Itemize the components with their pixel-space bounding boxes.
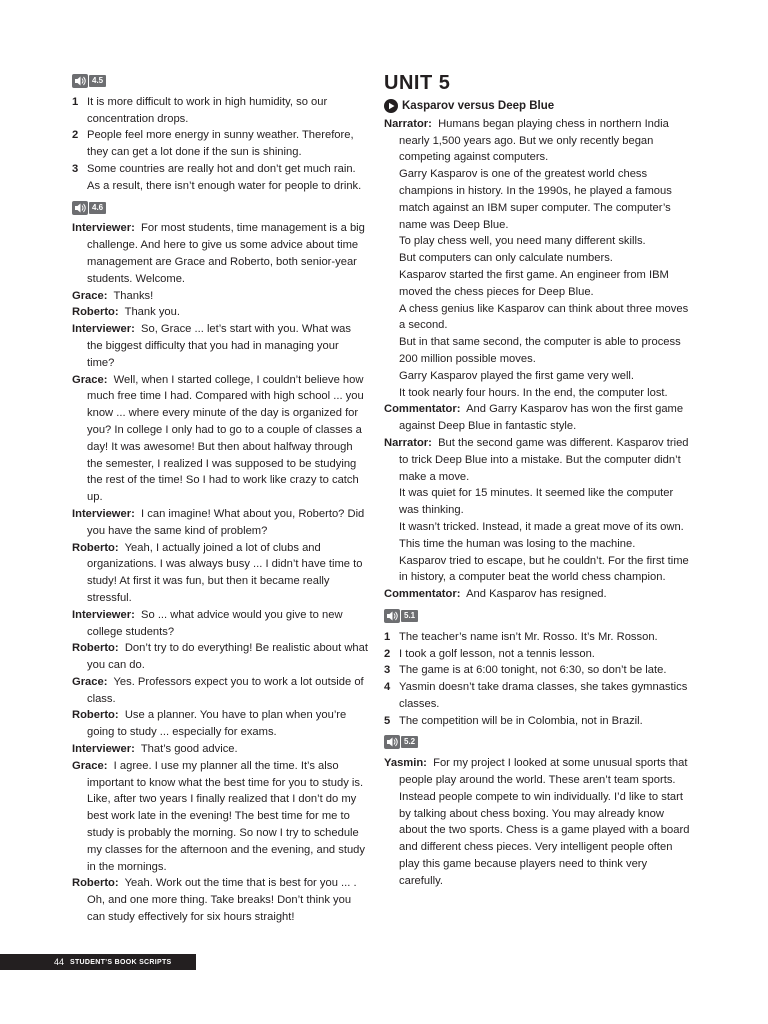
video-title: Kasparov versus Deep Blue <box>402 100 555 112</box>
item-number: 2 <box>72 129 79 142</box>
dialogue-turn <box>72 372 368 506</box>
item-number: 1 <box>384 630 391 643</box>
speech-text: For most students, time management is a big challenge. And here to give us some advice about time management are Grace and Roberto, both senior-year students. Welcome. <box>87 222 365 285</box>
speaker-label: Commentator: <box>384 588 461 601</box>
speaker-icon <box>72 74 88 88</box>
narration-line: It was quiet for 15 minutes. It seemed like the computer was thinking. <box>399 487 674 517</box>
dialogue-turn <box>384 401 690 435</box>
speaker-label: Interviewer: <box>72 323 135 336</box>
list-item <box>384 646 690 663</box>
dialogue-turn <box>72 506 368 540</box>
speech-text: And Kasparov has resigned. <box>466 588 607 601</box>
speaker-label: Roberto: <box>72 306 119 319</box>
narration-line: Garry Kasparov is one of the greatest world chess champions in history. In the 1990s, he played a famous match against an IBM super computer. The computer’s name was Deep Blue. <box>399 168 672 231</box>
speaker-icon <box>384 735 400 749</box>
dialogue-turn <box>384 435 690 485</box>
list-item <box>384 679 690 713</box>
speaker-label: Interviewer: <box>72 507 135 520</box>
item-text: I took a golf lesson, not a tennis lesson. <box>399 647 595 660</box>
speech-text: But the second game was different. Kasparov tried to trick Deep Blue into a mistake. But the computer didn’t make a move. <box>399 436 689 483</box>
speech-text: Yes. Professors expect you to work a lot outside of class. <box>87 675 364 705</box>
item-text: Yasmin doesn’t take drama classes, she takes gymnastics classes. <box>399 681 688 710</box>
dialogue-turn <box>72 288 368 305</box>
dialogue-turn <box>72 640 368 674</box>
speech-text: Thank you. <box>124 306 180 319</box>
dialogue-turn <box>72 707 368 741</box>
audio-badge-5-2[interactable] <box>384 735 418 749</box>
item-number: 4 <box>384 681 391 694</box>
item-text: People feel more energy in sunny weather. Therefore, they can get a lot done if the sun is shining. <box>87 129 354 159</box>
list-item <box>72 94 368 128</box>
page-number: 44 <box>54 957 65 967</box>
speaker-label: Grace: <box>72 289 108 302</box>
dialogue-turn <box>72 321 368 371</box>
item-number: 1 <box>72 95 79 108</box>
list-item <box>72 127 368 161</box>
badge-number: 4.6 <box>89 202 106 214</box>
speech-text: Don’t try to do everything! Be realistic about what you can do. <box>87 642 368 672</box>
item-number: 5 <box>384 714 391 727</box>
speaker-label: Commentator: <box>384 403 461 416</box>
narration-line: Kasparov started the first game. An engineer from IBM moved the chess pieces for Deep Blue. <box>399 268 669 298</box>
dialogue-turn <box>72 741 368 758</box>
dialogue-turn <box>72 220 368 287</box>
item-text: The game is at 6:00 tonight, not 6:30, so don’t be late. <box>399 664 667 677</box>
item-text: It is more difficult to work in high humidity, so our concentration drops. <box>87 95 328 125</box>
speech-text: And Garry Kasparov has won the first game against Deep Blue in fantastic style. <box>399 403 684 433</box>
speaker-label: Narrator: <box>384 436 432 449</box>
narration-line: A chess genius like Kasparov can think about three moves a second. <box>399 302 689 332</box>
unit-title: UNIT 5 <box>384 72 451 94</box>
footer-label: STUDENT’S BOOK SCRIPTS <box>70 958 172 966</box>
badge-number: 5.1 <box>401 610 418 622</box>
speech-text: Yeah, I actually joined a lot of clubs and organizations. I was always busy ... I didn’t have time to study! At first it was fun, but then it became really stressful. <box>87 541 363 604</box>
narration-line: To play chess well, you need many different skills. <box>399 235 646 248</box>
dialogue-turn <box>72 875 368 925</box>
speaker-label: Grace: <box>72 759 108 772</box>
narration-line: This time the human was losing to the machine. <box>399 537 636 550</box>
speaker-icon <box>72 201 88 215</box>
narration-line: It wasn’t tricked. Instead, it made a great move of its own. <box>399 520 684 533</box>
list-item <box>384 713 690 730</box>
dialogue-turn <box>384 586 690 603</box>
video-heading[interactable] <box>384 98 690 115</box>
speaker-label: Grace: <box>72 373 108 386</box>
speech-text: Yeah. Work out the time that is best for you ... . Oh, and one more thing. Take breaks! Don’t think you can study effectively for six hours straight! <box>87 877 357 924</box>
item-text: Some countries are really hot and don’t get much rain. As a result, there isn’t enough water for people to drink. <box>87 162 362 192</box>
dialogue-turn <box>72 304 368 321</box>
speaker-label: Interviewer: <box>72 222 135 235</box>
dialogue-turn <box>384 755 690 889</box>
speaker-label: Interviewer: <box>72 743 135 756</box>
dialogue-turn <box>72 540 368 607</box>
play-circle-icon <box>384 99 398 113</box>
narration-line: But computers can only calculate numbers. <box>399 252 613 265</box>
item-text: The teacher’s name isn’t Mr. Rosso. It’s Mr. Rosson. <box>399 630 658 643</box>
item-text: The competition will be in Colombia, not in Brazil. <box>399 714 643 727</box>
speaker-label: Interviewer: <box>72 608 135 621</box>
speech-text: I can imagine! What about you, Roberto? Did you have the same kind of problem? <box>87 507 365 537</box>
speech-text: I agree. I use my planner all the time. It’s also important to know what the best time for you to study is. Like, after two years I finally realized that I don’t do my best work late in the evening! The best time for me to study is probably the morning. So now I try to schedule my classes for the afternoon and the evening, and study in the mornings. <box>87 759 365 873</box>
speech-text: Use a planner. You have to plan when you’re going to study ... especially for exams. <box>87 709 347 739</box>
speaker-label: Yasmin: <box>384 757 427 770</box>
narration-line: Garry Kasparov played the first game very well. <box>399 369 635 382</box>
speech-text: So, Grace ... let’s start with you. What was the biggest difficulty that you had in managing your time? <box>87 323 351 369</box>
speaker-label: Grace: <box>72 675 108 688</box>
item-number: 2 <box>384 647 391 660</box>
dialogue-turn <box>384 116 690 166</box>
audio-badge-5-1[interactable] <box>384 609 418 623</box>
speech-text: Well, when I started college, I couldn’t believe how much free time I had. Compared with high school ... you know ... where every minute of the day is organized for you? In college I only had to go to a couple of classes a day! It was awesome! But then about halfway through the semester, I realized I was supposed to be studying the rest of the time! So I had to work like crazy to catch up. <box>87 373 364 504</box>
dialogue-turn <box>72 607 368 641</box>
speech-text: For my project I looked at some unusual sports that people play around the world. These aren’t team sports. Instead people compete to win individually. I’d like to start by talking about chess boxing. You may already know about the two sports. Chess is a game played with a board and different chess pieces. Very intelligent people often play this game because players need to think very carefully. <box>399 757 690 887</box>
audio-badge-4-6[interactable] <box>72 201 106 215</box>
page-footer <box>0 954 196 970</box>
dialogue-turn <box>72 758 368 876</box>
list-item <box>72 161 368 195</box>
narration-line: Kasparov tried to escape, but he couldn’t. For the first time in history, a computer beat the world chess champion. <box>399 554 689 584</box>
speech-text: That’s good advice. <box>140 743 238 756</box>
speaker-label: Roberto: <box>72 541 119 554</box>
narration-line: It took nearly four hours. In the end, the computer lost. <box>399 386 668 399</box>
dialogue-turn <box>72 674 368 708</box>
speech-text: Thanks! <box>113 289 154 302</box>
speech-text: So ... what advice would you give to new college students? <box>87 608 343 638</box>
badge-number: 4.5 <box>89 75 106 87</box>
item-number: 3 <box>384 664 391 677</box>
speaker-label: Narrator: <box>384 117 432 130</box>
list-item <box>384 662 690 679</box>
badge-number: 5.2 <box>401 736 418 748</box>
list-item <box>384 629 690 646</box>
right-column <box>384 72 690 890</box>
item-number: 3 <box>72 162 79 175</box>
speaker-label: Roberto: <box>72 709 119 722</box>
speech-text: Humans began playing chess in northern India nearly 1,500 years ago. But we only recently began competing against computers. <box>399 117 669 164</box>
audio-badge-4-5[interactable] <box>72 74 106 88</box>
speaker-label: Roberto: <box>72 642 119 655</box>
speaker-icon <box>384 609 400 623</box>
left-column <box>72 72 368 926</box>
speaker-label: Roberto: <box>72 877 119 890</box>
narration-line: But in that same second, the computer is able to process 200 million possible moves. <box>399 336 681 365</box>
